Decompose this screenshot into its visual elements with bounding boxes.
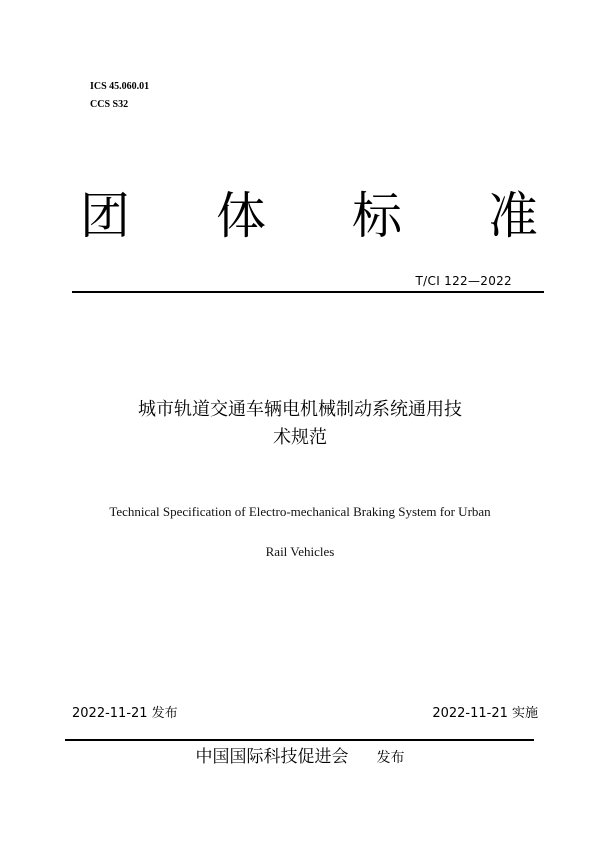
english-title	[80, 492, 520, 572]
heading-char-2: 体	[216, 187, 266, 245]
bottom-divider	[65, 739, 534, 741]
publisher-name: 中国国际科技促进会	[195, 747, 349, 767]
implementation-date: 2022-11-21 实施	[432, 706, 538, 721]
top-divider	[72, 291, 544, 293]
publish-label: 发布	[376, 750, 405, 766]
issue-date: 2022-11-21 发布	[72, 706, 178, 721]
ics-code: ICS 45.060.01	[90, 81, 150, 92]
heading-char-1: 团	[80, 187, 130, 245]
chinese-title-line-2: 术规范	[273, 427, 327, 448]
classification-codes	[90, 78, 149, 114]
heading-char-3: 标	[352, 187, 402, 245]
english-title-line-1: Technical Specification of Electro-mechanical Braking System for Urban	[109, 504, 491, 519]
chinese-title	[80, 396, 520, 452]
publisher-line	[0, 744, 600, 771]
ccs-code: CCS S32	[90, 99, 129, 110]
heading-char-4: 准	[488, 187, 538, 245]
document-type-heading	[80, 186, 538, 246]
standard-number: T/CI 122—2022	[415, 274, 512, 288]
english-title-line-2: Rail Vehicles	[265, 544, 335, 559]
chinese-title-line-1: 城市轨道交通车辆电机械制动系统通用技	[138, 399, 462, 420]
